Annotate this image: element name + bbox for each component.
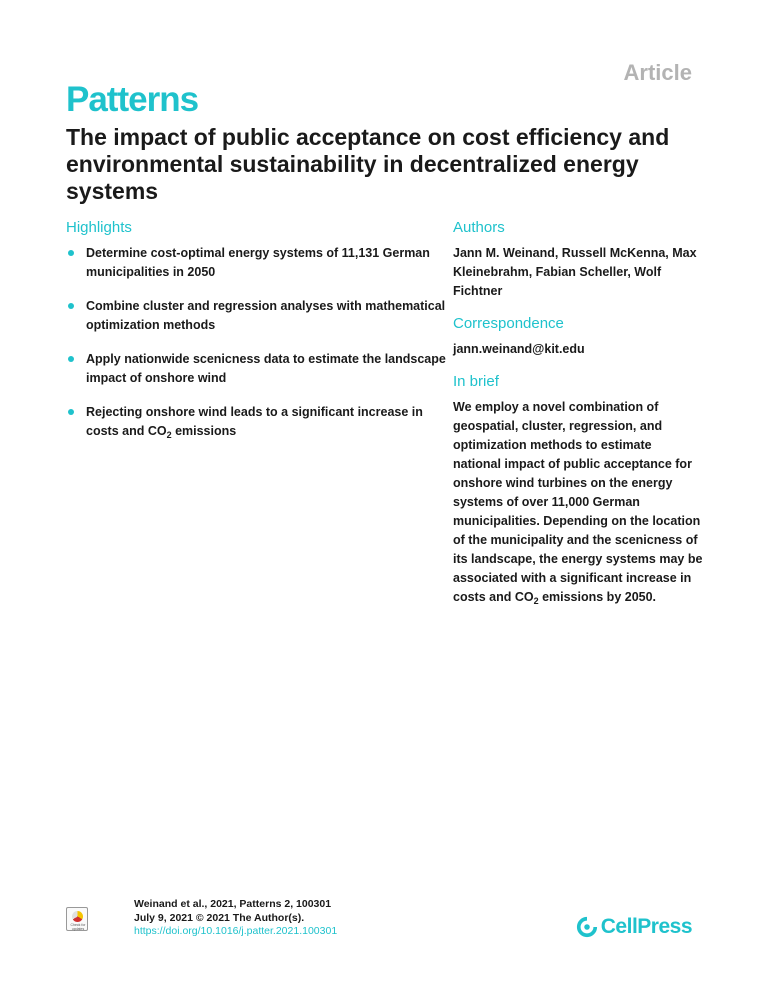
correspondence-email[interactable]: jann.weinand@kit.edu bbox=[453, 342, 585, 356]
highlight-text: Apply nationwide scenicness data to estimate the landscape impact of onshore wind bbox=[86, 352, 446, 385]
authors-heading: Authors bbox=[453, 219, 505, 236]
highlights-section bbox=[66, 219, 446, 460]
check-updates-text: Check for updates bbox=[70, 923, 86, 931]
cellpress-logo-icon bbox=[576, 916, 598, 938]
bullet-icon bbox=[68, 303, 74, 309]
correspondence-heading: Correspondence bbox=[453, 315, 564, 332]
highlight-text: Rejecting onshore wind leads to a significant increase in costs and $CO_2$ emissions bbox=[86, 405, 423, 440]
check-updates-icon bbox=[72, 911, 83, 922]
in-brief-text: We employ a novel combination of geospatial, cluster, regression, and optimization methods to estimate national impact of public acceptance for onshore wind turbines on the energy systems of over 11,000 German municipalities. Depending on the location of the municipality and the scenicness of its landscape, the energy systems may be associated with a significant increase in costs and $CO_2$ emissions by 2050. bbox=[453, 400, 703, 606]
bullet-icon bbox=[68, 250, 74, 256]
check-for-updates-badge[interactable] bbox=[66, 907, 88, 931]
highlights-heading: Highlights bbox=[66, 219, 132, 236]
highlight-text: Determine cost-optimal energy systems of 11,131 German municipalities in 2050 bbox=[86, 246, 430, 279]
article-title: The impact of public acceptance on cost efficiency and environmental sustainability in decentralized energy systems bbox=[66, 124, 670, 204]
journal-name: Patterns bbox=[66, 80, 199, 119]
citation-text: Weinand et al., 2021, Patterns 2, 100301 bbox=[134, 898, 332, 910]
highlight-item bbox=[66, 403, 446, 445]
highlights-list bbox=[66, 244, 446, 445]
highlight-text: Combine cluster and regression analyses with mathematical optimization methods bbox=[86, 299, 446, 332]
author-list: Jann M. Weinand, Russell McKenna, Max Kleinebrahm, Fabian Scheller, Wolf Fichtner bbox=[453, 246, 697, 298]
doi-link[interactable]: https://doi.org/10.1016/j.patter.2021.100301 bbox=[134, 925, 338, 937]
in-brief-heading: In brief bbox=[453, 373, 499, 390]
citation-footer bbox=[134, 898, 337, 939]
publisher-logo bbox=[576, 915, 692, 939]
sidebar-info bbox=[453, 219, 703, 625]
publisher-name: CellPress bbox=[600, 915, 692, 938]
article-type-label: Article bbox=[623, 60, 692, 85]
highlight-item bbox=[66, 350, 446, 388]
copyright-text: July 9, 2021 © 2021 The Author(s). bbox=[134, 911, 305, 924]
highlight-item bbox=[66, 244, 446, 282]
highlight-item bbox=[66, 297, 446, 335]
bullet-icon bbox=[68, 356, 74, 362]
bullet-icon bbox=[68, 409, 74, 415]
